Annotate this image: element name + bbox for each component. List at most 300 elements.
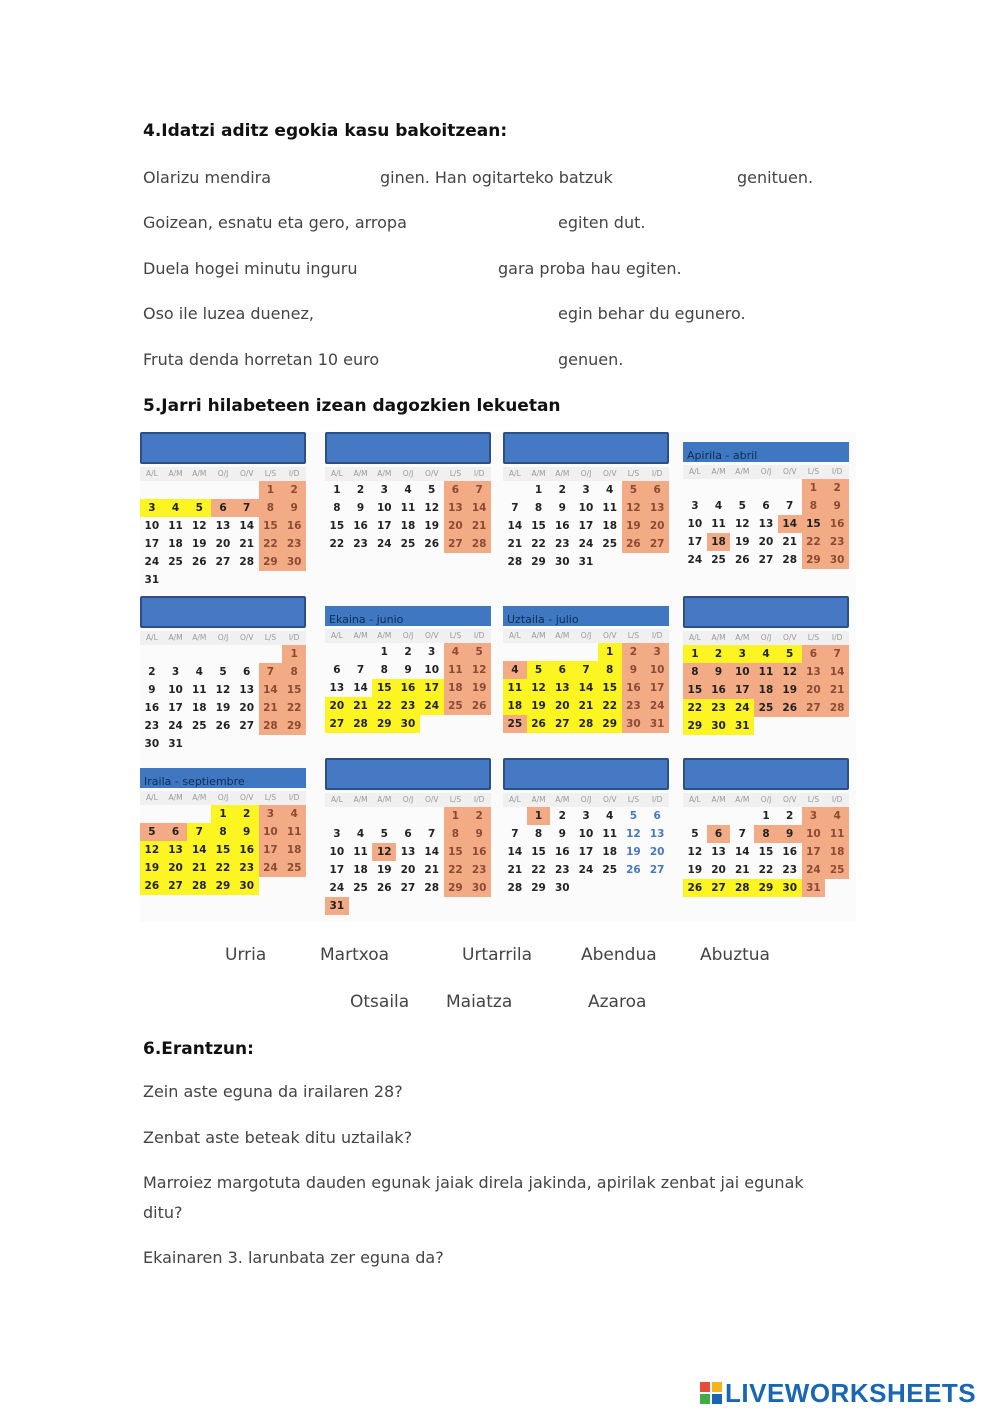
- day-cell: 9: [282, 499, 306, 517]
- day-header: A/M: [707, 793, 731, 807]
- day-headers: [140, 631, 306, 645]
- day-cell: 13: [802, 663, 826, 681]
- day-cell: 17: [730, 681, 754, 699]
- day-cell: 7: [738, 828, 746, 840]
- day-cell: 21: [239, 538, 255, 550]
- day-grid: [683, 645, 849, 735]
- calendar-title-drop-box[interactable]: [503, 758, 669, 790]
- day-cell: 27: [400, 882, 416, 894]
- day-cell: 3: [259, 805, 283, 823]
- day-grid: [503, 643, 669, 733]
- day-cell: 24: [645, 697, 669, 715]
- day-header: A/M: [372, 629, 396, 643]
- day-cell: 31: [578, 556, 594, 568]
- day-cell: 3: [691, 500, 699, 512]
- day-cell: 25: [825, 861, 849, 879]
- calendar-month-12: [683, 758, 849, 897]
- day-cell: 10: [730, 663, 754, 681]
- day-cell: 26: [734, 554, 750, 566]
- day-header: A/M: [730, 793, 754, 807]
- sentence-1-part-2: ginen. Han ogitarteko batzuk: [380, 168, 613, 187]
- day-cell: 8: [598, 661, 622, 679]
- day-cell: 2: [707, 645, 731, 663]
- day-header: A/L: [503, 793, 527, 807]
- day-cell: 10: [259, 823, 283, 841]
- day-cell: 1: [527, 807, 551, 825]
- logo-squares-icon: [700, 1382, 722, 1404]
- day-headers: [325, 467, 491, 481]
- day-cell: 16: [554, 520, 570, 532]
- calendar-title-drop-box[interactable]: [683, 758, 849, 790]
- day-cell: 14: [424, 846, 440, 858]
- day-cell: 1: [683, 645, 707, 663]
- day-cell: 22: [259, 535, 283, 553]
- day-cell: 19: [527, 697, 551, 715]
- day-headers: [503, 629, 669, 643]
- day-cell: 28: [467, 535, 491, 553]
- day-cell: 29: [531, 556, 546, 568]
- day-header: O/V: [778, 793, 802, 807]
- day-cell: 11: [602, 502, 618, 514]
- day-cell: 20: [325, 697, 349, 715]
- day-cell: 7: [428, 828, 436, 840]
- day-cell: 12: [215, 684, 231, 696]
- empty-cell: [550, 643, 574, 661]
- day-cell: 18: [602, 520, 618, 532]
- day-header: A/M: [550, 467, 574, 481]
- day-cell: 29: [259, 553, 283, 571]
- day-header: A/M: [187, 631, 211, 645]
- day-cell: 6: [550, 661, 574, 679]
- day-cell: 5: [380, 828, 388, 840]
- empty-cell: [730, 479, 754, 497]
- day-cell: 8: [534, 502, 543, 514]
- day-headers: [683, 793, 849, 807]
- empty-cell: [527, 643, 551, 661]
- month-word-martxoa[interactable]: Martxoa: [320, 945, 390, 965]
- day-cell: 19: [626, 846, 641, 858]
- day-header: A/L: [503, 467, 527, 481]
- day-header: A/L: [683, 631, 707, 645]
- section4-heading: 4.Idatzi aditz egokia kasu bakoitzean:: [143, 121, 508, 141]
- day-cell: 17: [420, 679, 444, 697]
- day-cell: 21: [825, 681, 849, 699]
- day-cell: 25: [754, 699, 778, 717]
- day-cell: 9: [148, 684, 156, 696]
- calendar-title-drop-box[interactable]: [325, 432, 491, 464]
- day-cell: 31: [645, 715, 669, 733]
- day-cell: 18: [353, 864, 368, 876]
- day-cell: 25: [711, 554, 726, 566]
- day-cell: 22: [211, 859, 235, 877]
- day-cell: 19: [467, 679, 491, 697]
- day-cell: 18: [825, 843, 849, 861]
- sentence-1-part-1: Olarizu mendira: [143, 168, 272, 187]
- day-cell: 8: [754, 825, 778, 843]
- day-cell: 16: [622, 679, 646, 697]
- day-grid: [325, 807, 491, 915]
- day-cell: 1: [598, 643, 622, 661]
- day-cell: 2: [404, 646, 412, 658]
- day-cell: 23: [782, 864, 798, 876]
- day-cell: 1: [534, 484, 543, 496]
- day-cell: 4: [503, 661, 527, 679]
- day-header: L/S: [622, 629, 646, 643]
- day-cell: 9: [356, 502, 365, 514]
- calendar-title-drop-box[interactable]: [140, 596, 306, 628]
- empty-cell: [503, 481, 527, 499]
- day-cell: 29: [683, 717, 707, 735]
- day-header: A/L: [140, 631, 164, 645]
- day-cell: 19: [778, 681, 802, 699]
- day-grid: [683, 807, 849, 897]
- day-cell: 13: [649, 828, 665, 840]
- day-cell: 25: [168, 556, 183, 568]
- calendar-month-7: [503, 596, 669, 733]
- day-cell: 3: [333, 828, 341, 840]
- day-cell: 28: [424, 882, 440, 894]
- empty-cell: [574, 643, 598, 661]
- empty-cell: [259, 645, 283, 663]
- calendar-title-drop-box[interactable]: [140, 432, 306, 464]
- day-cell: 20: [239, 702, 255, 714]
- day-cell: 20: [550, 697, 574, 715]
- day-header: O/J: [754, 465, 778, 479]
- day-header: A/M: [164, 791, 188, 805]
- day-cell: 2: [235, 805, 259, 823]
- empty-cell: [164, 805, 188, 823]
- day-cell: 23: [353, 538, 368, 550]
- day-cell: 5: [738, 500, 746, 512]
- liveworksheets-logo: [700, 1378, 976, 1408]
- day-cell: 1: [802, 479, 826, 497]
- day-cell: 20: [164, 859, 188, 877]
- day-cell: 30: [467, 879, 491, 897]
- day-cell: 6: [802, 645, 826, 663]
- day-cell: 23: [707, 699, 731, 717]
- empty-cell: [164, 481, 188, 499]
- day-cell: 25: [503, 715, 527, 733]
- day-cell: 18: [282, 841, 306, 859]
- empty-cell: [707, 479, 731, 497]
- day-cell: 19: [215, 702, 231, 714]
- day-cell: 7: [574, 661, 598, 679]
- day-header: O/V: [235, 467, 259, 481]
- day-cell: 21: [574, 697, 598, 715]
- day-cell: 30: [396, 715, 420, 733]
- month-word-azaroa[interactable]: Azaroa: [588, 992, 647, 1012]
- calendar-month-8: [683, 596, 849, 735]
- empty-cell: [349, 807, 373, 825]
- day-cell: 20: [444, 517, 468, 535]
- day-cell: 21: [187, 859, 211, 877]
- day-grid: [683, 479, 849, 569]
- day-cell: 4: [606, 484, 614, 496]
- day-header: O/J: [754, 793, 778, 807]
- day-cell: 7: [356, 664, 365, 676]
- day-cell: 29: [444, 879, 468, 897]
- day-header: O/J: [211, 467, 235, 481]
- day-header: L/S: [259, 467, 283, 481]
- day-cell: 5: [428, 484, 436, 496]
- day-cell: 5: [778, 645, 802, 663]
- day-cell: 11: [353, 846, 368, 858]
- sentence-1-part-3: genituen.: [737, 168, 814, 187]
- day-cell: 2: [825, 479, 849, 497]
- day-cell: 6: [243, 666, 251, 678]
- day-cell: 21: [349, 697, 373, 715]
- day-cell: 15: [598, 679, 622, 697]
- day-cell: 20: [649, 846, 665, 858]
- day-cell: 23: [554, 538, 570, 550]
- day-header: A/M: [349, 793, 373, 807]
- day-header: A/M: [550, 793, 574, 807]
- day-cell: 27: [802, 699, 826, 717]
- day-header: A/L: [503, 629, 527, 643]
- logo-text: LIVEWORKSHEETS: [725, 1377, 977, 1408]
- calendar-month-4: [683, 432, 849, 569]
- day-header: I/D: [645, 629, 669, 643]
- day-cell: 24: [168, 720, 183, 732]
- day-cell: 11: [400, 502, 416, 514]
- day-cell: 20: [645, 517, 669, 535]
- day-cell: 18: [503, 697, 527, 715]
- day-header: O/V: [235, 791, 259, 805]
- day-header: I/D: [467, 467, 491, 481]
- empty-cell: [730, 807, 754, 825]
- day-cell: 10: [578, 828, 594, 840]
- day-cell: 13: [550, 679, 574, 697]
- day-cell: 15: [444, 843, 468, 861]
- calendar-title-drop-box[interactable]: [683, 596, 849, 628]
- day-cell: 6: [645, 481, 669, 499]
- day-cell: 31: [730, 717, 754, 735]
- day-header: O/V: [420, 629, 444, 643]
- calendar-month-2: [325, 432, 491, 553]
- day-cell: 11: [503, 679, 527, 697]
- day-cell: 8: [683, 663, 707, 681]
- day-cell: 24: [687, 554, 703, 566]
- day-header: L/S: [802, 465, 826, 479]
- day-cell: 15: [802, 515, 826, 533]
- day-header: L/S: [259, 631, 283, 645]
- calendar-title-drop-box[interactable]: [325, 758, 491, 790]
- day-cell: 7: [187, 823, 211, 841]
- day-cell: 22: [802, 533, 826, 551]
- month-word-otsaila[interactable]: Otsaila: [350, 992, 410, 1012]
- day-cell: 21: [259, 699, 283, 717]
- day-cell: 22: [444, 861, 468, 879]
- day-cell: 3: [428, 646, 436, 658]
- sentence-4-part-1: Oso ile luzea duenez,: [143, 304, 314, 323]
- day-grid: [140, 481, 306, 589]
- day-cell: 24: [420, 697, 444, 715]
- day-cell: 3: [582, 484, 590, 496]
- day-cell: 2: [148, 666, 156, 678]
- day-header: A/M: [527, 629, 551, 643]
- empty-cell: [235, 481, 259, 499]
- day-cell: 14: [507, 520, 523, 532]
- day-cell: 10: [329, 846, 345, 858]
- day-cell: 29: [598, 715, 622, 733]
- day-header: O/J: [211, 791, 235, 805]
- day-cell: 19: [424, 520, 440, 532]
- day-cell: 1: [333, 484, 341, 496]
- day-cell: 30: [825, 551, 849, 569]
- day-header: I/D: [825, 631, 849, 645]
- day-cell: 7: [511, 828, 519, 840]
- month-word-abuztua[interactable]: Abuztua: [700, 945, 770, 965]
- day-cell: 13: [164, 841, 188, 859]
- day-cell: 1: [380, 646, 388, 658]
- calendar-month-11: [503, 758, 669, 897]
- day-cell: 19: [140, 859, 164, 877]
- day-cell: 22: [372, 697, 396, 715]
- day-cell: 21: [424, 864, 440, 876]
- day-cell: 9: [622, 661, 646, 679]
- day-cell: 31: [802, 879, 826, 897]
- day-cell: 19: [622, 517, 646, 535]
- empty-cell: [140, 805, 164, 823]
- day-cell: 28: [259, 717, 283, 735]
- calendar-month-10: [325, 758, 491, 915]
- question-1: Zein aste eguna da irailaren 28?: [143, 1082, 403, 1101]
- day-cell: 3: [802, 807, 826, 825]
- day-cell: 5: [691, 828, 699, 840]
- day-cell: 14: [187, 841, 211, 859]
- day-cell: 30: [622, 715, 646, 733]
- empty-cell: [187, 481, 211, 499]
- day-headers: [503, 793, 669, 807]
- day-cell: 17: [168, 702, 183, 714]
- month-word-urria[interactable]: Urria: [225, 945, 267, 965]
- day-cell: 4: [282, 805, 306, 823]
- day-cell: 10: [424, 664, 440, 676]
- day-header: A/L: [683, 465, 707, 479]
- sentence-3-part-1: Duela hogei minutu inguru: [143, 259, 358, 278]
- day-cell: 28: [187, 877, 211, 895]
- day-header: O/V: [235, 631, 259, 645]
- day-cell: 2: [467, 807, 491, 825]
- day-cell: 17: [802, 843, 826, 861]
- day-cell: 9: [707, 663, 731, 681]
- day-cell: 16: [144, 702, 160, 714]
- day-cell: 22: [282, 699, 306, 717]
- calendar-month-3: [503, 432, 669, 571]
- day-cell: 23: [554, 864, 570, 876]
- day-cell: 12: [467, 661, 491, 679]
- day-cell: 14: [239, 520, 255, 532]
- day-cell: 28: [825, 699, 849, 717]
- day-headers: [325, 793, 491, 807]
- day-cell: 1: [444, 807, 468, 825]
- day-cell: 11: [825, 825, 849, 843]
- day-cell: 24: [259, 859, 283, 877]
- day-cell: 30: [778, 879, 802, 897]
- day-cell: 15: [372, 679, 396, 697]
- empty-cell: [211, 645, 235, 663]
- day-header: L/S: [444, 467, 468, 481]
- day-header: I/D: [645, 467, 669, 481]
- day-cell: 18: [444, 679, 468, 697]
- day-cell: 2: [282, 481, 306, 499]
- day-cell: 14: [259, 681, 283, 699]
- day-cell: 20: [711, 864, 726, 876]
- calendar-title: Uztaila - julio: [503, 606, 669, 626]
- day-header: A/M: [527, 793, 551, 807]
- day-header: O/V: [420, 467, 444, 481]
- day-header: A/M: [349, 467, 373, 481]
- day-cell: 9: [558, 828, 566, 840]
- day-cell: 12: [140, 841, 164, 859]
- day-cell: 8: [211, 823, 235, 841]
- day-cell: 15: [758, 846, 774, 858]
- day-cell: 31: [144, 574, 160, 586]
- day-cell: 6: [211, 499, 235, 517]
- day-cell: 27: [645, 535, 669, 553]
- day-cell: 27: [444, 535, 468, 553]
- calendar-title: Iraila - septiembre: [140, 768, 306, 788]
- day-header: O/V: [778, 631, 802, 645]
- day-cell: 10: [144, 520, 160, 532]
- day-cell: 13: [239, 684, 255, 696]
- month-word-abendua[interactable]: Abendua: [581, 945, 657, 965]
- day-cell: 6: [164, 823, 188, 841]
- calendar-title-drop-box[interactable]: [503, 432, 669, 464]
- day-cell: 12: [424, 502, 440, 514]
- day-cell: 5: [187, 499, 211, 517]
- day-cell: 30: [554, 556, 570, 568]
- day-cell: 13: [444, 499, 468, 517]
- day-header: I/D: [282, 467, 306, 481]
- day-header: A/M: [527, 467, 551, 481]
- day-cell: 12: [626, 828, 641, 840]
- day-cell: 26: [191, 556, 207, 568]
- day-cell: 12: [191, 520, 207, 532]
- day-cell: 29: [211, 877, 235, 895]
- empty-cell: [325, 807, 349, 825]
- day-cell: 24: [802, 861, 826, 879]
- day-cell: 24: [730, 699, 754, 717]
- day-header: A/M: [550, 629, 574, 643]
- day-cell: 8: [282, 663, 306, 681]
- day-cell: 26: [778, 699, 802, 717]
- day-cell: 27: [758, 554, 774, 566]
- month-word-maiatza[interactable]: Maiatza: [446, 992, 513, 1012]
- month-word-urtarrila[interactable]: Urtarrila: [462, 945, 533, 965]
- day-cell: 4: [164, 499, 188, 517]
- day-cell: 9: [825, 497, 849, 515]
- day-header: L/S: [802, 793, 826, 807]
- day-cell: 14: [825, 663, 849, 681]
- day-cell: 26: [626, 864, 641, 876]
- empty-cell: [140, 481, 164, 499]
- day-header: O/V: [598, 629, 622, 643]
- day-cell: 23: [235, 859, 259, 877]
- day-header: A/M: [372, 467, 396, 481]
- day-cell: 28: [239, 556, 255, 568]
- day-cell: 18: [602, 846, 618, 858]
- day-cell: 5: [629, 810, 638, 822]
- day-cell: 25: [353, 882, 368, 894]
- day-cell: 3: [582, 810, 590, 822]
- day-cell: 21: [782, 536, 798, 548]
- day-header: A/L: [325, 793, 349, 807]
- day-cell: 9: [467, 825, 491, 843]
- day-cell: 4: [606, 810, 614, 822]
- day-cell: 8: [333, 502, 341, 514]
- day-header: O/J: [754, 631, 778, 645]
